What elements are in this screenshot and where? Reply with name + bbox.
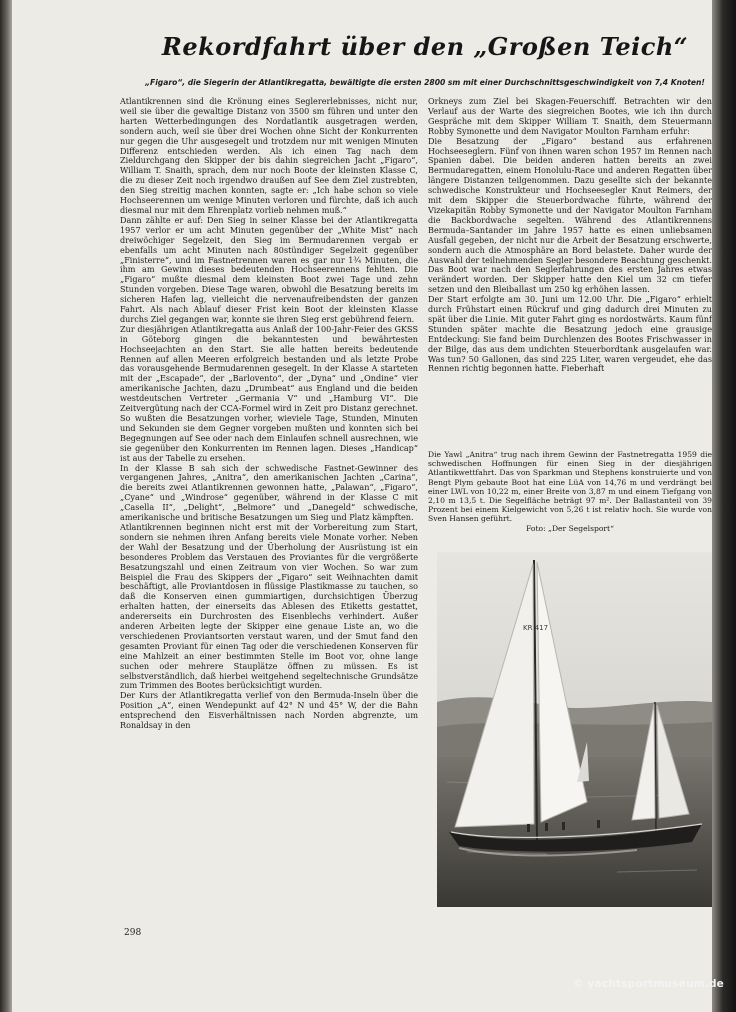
sail-number: KR 417: [523, 624, 549, 632]
article-subtitle: „Figaro“, die Siegerin der Atlantikregatta, bewältigte die ersten 2800 sm mit einer Durchschnittsgeschwindigkeit von 7,4 Knoten!: [145, 78, 705, 87]
paragraph: Atlantikrennen beginnen nicht erst mit der Vorbereitung zum Start, sondern sie nehmen ihren Anfang bereits viele Monate vorher. Neben der Wahl der Besatzung und der Überholung der Ausrüstung ist ein besonderes Problem das Verstauen des Proviantes für die vergrößerte Besatzungszahl und einen Zeitraum von vier Wochen. So war zum Beispiel die Frau des Skippers der „Figaro“ seit Weihnachten damit beschäftigt, alle Proviantdosen in flüssige Plastikmasse zu tauchen, so daß die Konserven einen gummiartigen, durchsichtigen Überzug erhalten hatten, der einerseits das Ablesen des Etiketts gestattet, andererseits ein Durchrosten des Eisenblechs verhindert. Außer anderen Arbeiten legte der Skipper eine genaue Liste an, wo die verschiedenen Proviantsorten verstaut waren, und der Smut fand den gesamten Proviant für einen Tag oder die verschiedenen Konserven für eine Mahlzeit an einer bestimmten Stelle im Boot vor, ohne lange suchen oder mehrere Stauplätze öffnen zu müssen. Es ist selbstverständlich, daß hierbei weitgehend segeltechnische Grundsätze zum Trimmen des Bootes berücksichtigt wurden.: [120, 521, 418, 691]
watermark: © yachtsportmuseum.de: [572, 978, 724, 990]
photo-credit: Foto: „Der Segelsport“: [526, 523, 614, 533]
photo-caption: [428, 450, 712, 550]
text-column-right: [428, 97, 712, 442]
book-binding: [0, 0, 12, 1012]
yawl-anitra-illustration: [437, 552, 712, 907]
article-title: Rekordfahrt über den „Großen Teich“: [161, 32, 689, 61]
paragraph: Die Besatzung der „Figaro“ bestand aus erfahrenen Hochseeseglern. Fünf von ihnen waren schon 1957 im Rennen nach Spanien dabei. Die beiden anderen hatten bereits an zwei Bermudaregatten, einem Honolulu-Race und anderen Regatten über längere Distanzen teilgenommen. Dazu gesellte sich der bekannte schwedische Konstrukteur und Hochseesegler Knut Reimers, der mit dem Skipper die Steuerbordwache führte, während der Vizekapitän Robby Symonette und der Navigator Moulton Farnham die Backbordwache segelten. Während des Atlantikrennens Bermuda–Santander im Jahre 1957 hatte es einen unliebsamen Ausfall gegeben, der nicht nur die Arbeit der Besatzung erschwerte, sondern auch die Atmosphäre an Bord belastete. Daher wurde der Auswahl der teilnehmenden Segler besondere Beachtung geschenkt. Das Boot war nach den Seglerfahrungen des ersten Jahres etwas verändert worden. Der Skipper hatte den Kiel um 32 cm tiefer setzen und den Bleiballast um 250 kg erhöhen lassen.: [428, 135, 712, 295]
page-number: 298: [124, 928, 142, 938]
paragraph: Dann zählte er auf: Den Sieg in seiner Klasse bei der Atlantikregatta 1957 verlor er um acht Minuten gegenüber der „White Mist“ nach dreiwöchiger Segelzeit, den Sieg im Bermudarennen vergab er ebenfalls um acht Minuten nach 80stündiger Segelzeit gegenüber „Finisterre“, und im Fastnetrennen waren es gar nur 1¾ Minuten, die ihm am Gewinn dieses bedeutenden Hochseerennens fehlten. Die „Figaro“ mußte diesmal dem kleinsten Boot zwei Tage und zehn Stunden vorgeben. Diese Tage waren, obwohl die Besatzung bereits im sicheren Hafen lag, vielleicht die nervenaufreibendsten der ganzen Fahrt. Als nach Ablauf dieser Frist kein Boot der kleinsten Klasse durchs Ziel gegangen war, konnte sie ihren Sieg erst gebührend feiern.: [120, 214, 418, 324]
text-column-left: [120, 97, 418, 937]
paragraph: Der Kurs der Atlantikregatta verlief von den Bermuda-Inseln über die Position „A“, einen Wendepunkt auf 42° N und 45° W, der die Bahn entsprechend den Eisverhältnissen nach Norden abgrenzte, um Ronaldsay in den: [120, 690, 418, 731]
paragraph: Orkneys zum Ziel bei Skagen-Feuerschiff. Betrachten wir den Verlauf aus der Warte des siegreichen Bootes, wie ich ihn durch Gespräche mit dem Skipper William T. Snaith, dem Steuermann Robby Symonette und dem Navigator Moulton Farnham erfuhr:: [428, 97, 712, 136]
magazine-page: [12, 0, 712, 1012]
yacht-photo: [437, 552, 712, 907]
page-edge-shadow: [712, 0, 736, 1012]
paragraph: Zur diesjährigen Atlantikregatta aus Anlaß der 100-Jahr-Feier des GKSS in Göteborg gingen die bekanntesten und bewährtesten Hochseejachten an den Start. Sie alle hatten bereits bedeutende Rennen auf allen Meeren erfolgreich bestanden und als letzte Probe das vorausgehende Bermudarennen gesegelt. In der Klasse A starteten mit der „Escapade“, der „Barlovento“, der „Dyna“ und „Ondine“ vier amerikanische Jachten, dazu „Drumbeat“ aus England und die beiden westdeutschen Vertreter „Germania V“ und „Hamburg VI“. Die Zeitvergütung nach der CCA-Formel wird in Zeit pro Distanz gerechnet. So wußten die Besatzungen vorher, wieviele Tage, Stunden, Minuten und Sekunden sie dem Gegner vorgeben mußten und konnten sich bei Begegnungen auf See oder nach dem Einlaufen schnell ausrechnen, wie sie gegenüber den Konkurrenten im Rennen lagen. Dieses „Handicap“ ist aus der Tabelle zu ersehen.: [120, 323, 418, 463]
caption-text: Die Yawl „Anitra“ trug nach ihrem Gewinn der Fastnetregatta 1959 die schwedischen Hoffnungen für einen Sieg in der diesjährigen Atlantikwettfahrt. Das von Sparkman und Stephens konstruierte und von Bengt Plym gebaute Boot hat eine LüA von 14,76 m und verdrängt bei einer LWL von 10,22 m, einer Breite von 3,87 m und einem Tiefgang von 2,10 m 13,5 t. Die Segelfläche beträgt 97 m². Der Ballastanteil von 39 Prozent bei einem Kielgewicht von 5,26 t ist relativ hoch. Sie wurde von Sven Hansen geführt.: [428, 450, 712, 524]
paragraph: In der Klasse B sah sich der schwedische Fastnet-Gewinner des vergangenen Jahres, „Anitra“, den amerikanischen Jachten „Carina“, die bereits zwei Atlantikrennen gewonnen hatte, „Palawan“, „Figaro“, „Cyane“ und „Windrose“ gegenüber, während in der Klasse C mit „Casella II“, „Delight“, „Belmore“ und „Danegeld“ schwedische, amerikanische und britische Besatzungen um Sieg und Platz kämpften.: [120, 462, 418, 523]
paragraph: Der Start erfolgte am 30. Juni um 12.00 Uhr. Die „Figaro“ erhielt durch Frühstart einen Rückruf und ging dadurch drei Minuten zu spät über die Linie. Mit guter Fahrt ging es nordostwärts. Kaum fünf Stunden später machte die Besatzung jedoch eine grausige Entdeckung: Sie fand beim Durchlenzen des Bootes Frischwasser in der Bilge, das aus dem undichten Steuerbordtank ausgelaufen war. Was tun? 50 Gallonen, das sind 225 Liter, waren vergeudet, ehe das Rennen richtig begonnen hatte. Fieberhaft: [428, 294, 712, 374]
paragraph: Atlantikrennen sind die Krönung eines Seglererlebnisses, nicht nur, weil sie über die gewaltige Distanz von 3500 sm führen und unter den harten Wetterbedingungen des Nordatlantik ausgetragen werden, sondern auch, weil sie über drei Wochen ohne Sicht der Konkurrenten nur gegen die Uhr ausgesegelt und trotzdem nur mit wenigen Minuten Differenz entschieden werden. Als ich einen Tag nach dem Zieldurchgang den Skipper der bis dahin siegreichen Jacht „Figaro“, William T. Snaith, sprach, dem nur noch Boote der kleinsten Klasse C, die zu dieser Zeit noch irgendwo draußen auf See dem Ziel zustrebten, den Sieg streitig machen konnten, sagte er: „Ich habe schon so viele Hochseerennen um wenige Minuten verloren und fürchte, daß ich auch diesmal nur mit dem Ehrenplatz vorlieb nehmen muß.“: [120, 97, 418, 215]
